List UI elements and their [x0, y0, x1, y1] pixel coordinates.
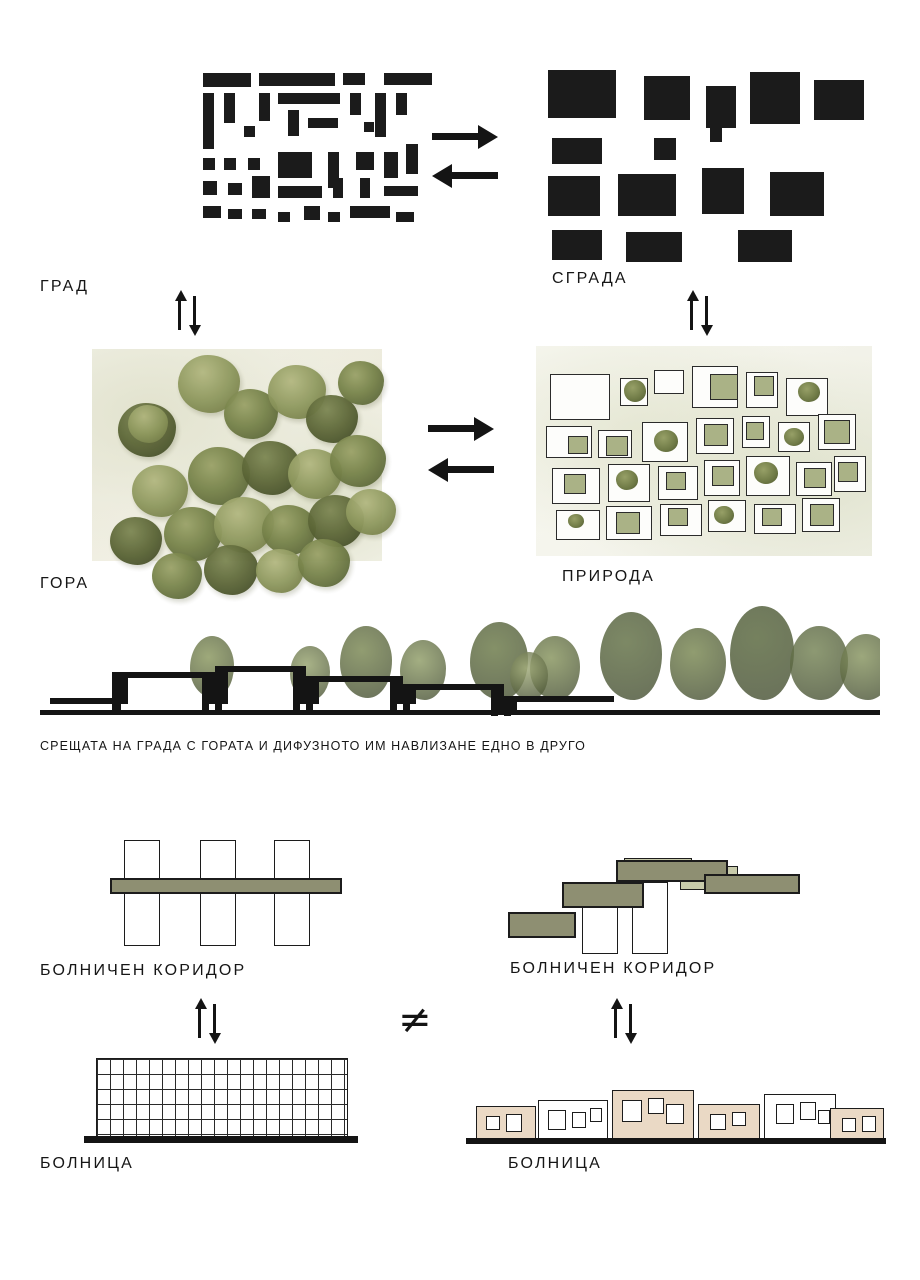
- hospital-ground-line: [84, 1136, 358, 1143]
- nature-green-patch: [568, 436, 588, 454]
- facade-window: [800, 1102, 816, 1120]
- city-block: [248, 158, 260, 170]
- section-step: [50, 698, 112, 704]
- background-tree: [730, 606, 794, 700]
- nature-green-patch: [824, 420, 850, 444]
- building-volume: [750, 72, 800, 124]
- section-step: [517, 696, 614, 702]
- city-block: [259, 73, 335, 86]
- corridor-slab: [110, 878, 342, 894]
- background-tree: [840, 634, 880, 700]
- nature-canopy: [624, 380, 646, 402]
- building-volumes-plan: [548, 70, 868, 266]
- building-volume: [552, 138, 602, 164]
- nature-green-patch: [754, 376, 774, 396]
- city-block-plan: [128, 66, 348, 266]
- hospital-volume: [698, 1104, 760, 1140]
- city-block: [228, 183, 242, 195]
- city-block: [396, 93, 407, 115]
- arrow-up-down-icon-right: [612, 1004, 638, 1038]
- section-riser: [504, 696, 511, 716]
- city-block: [252, 209, 266, 219]
- nature-green-patch: [564, 474, 586, 494]
- city-block: [259, 93, 270, 121]
- label-building: СГРАДА: [552, 270, 628, 287]
- facade-window: [548, 1110, 566, 1130]
- tree-canopy: [338, 361, 384, 405]
- city-block: [228, 209, 242, 219]
- background-tree: [340, 626, 392, 698]
- tree-canopy: [256, 549, 304, 593]
- city-block: [350, 93, 361, 115]
- building-volume: [770, 172, 824, 216]
- city-block: [203, 181, 217, 195]
- arrow-up-down-icon-city: [176, 296, 202, 330]
- nature-plot-box: [654, 370, 684, 394]
- tree-canopy: [298, 539, 350, 587]
- tree-canopy: [204, 545, 258, 595]
- nature-green-patch: [746, 422, 764, 440]
- building-volume: [702, 168, 744, 214]
- label-city: ГРАД: [40, 278, 90, 295]
- building-volume: [644, 76, 690, 120]
- building-volume: [738, 230, 792, 262]
- tree-canopy: [128, 405, 168, 443]
- facade-window: [732, 1112, 746, 1126]
- city-block: [288, 110, 299, 136]
- city-block: [224, 158, 236, 170]
- city-block: [328, 212, 340, 222]
- building-volume: [548, 176, 600, 216]
- not-equal-icon: ≠: [398, 997, 432, 1043]
- section-step: [128, 672, 203, 678]
- nature-green-patch: [838, 462, 858, 482]
- city-block: [252, 176, 270, 198]
- facade-window: [486, 1116, 500, 1130]
- nature-green-patch: [616, 512, 640, 534]
- nature-green-patch: [666, 472, 686, 490]
- city-block: [356, 152, 374, 170]
- facade-window: [572, 1112, 586, 1128]
- city-block: [203, 158, 215, 170]
- section-caption: СРЕЩАТА НА ГРАДА С ГОРАТА И ДИФУЗНОТО ИМ НАВЛИЗАНЕ ЕДНО В ДРУГО: [40, 739, 586, 753]
- city-block: [224, 93, 235, 123]
- facade-window: [710, 1114, 726, 1130]
- city-block: [375, 93, 386, 137]
- city-block: [396, 212, 414, 222]
- city-block: [384, 152, 398, 178]
- arrow-up-down-icon-left: [196, 1004, 222, 1038]
- nature-green-patch: [668, 508, 688, 526]
- tree-canopy: [346, 489, 396, 535]
- corridor-step: [704, 874, 800, 894]
- hospital-slab-facade: [96, 1058, 348, 1138]
- city-block: [304, 206, 320, 220]
- nature-canopy: [754, 462, 778, 484]
- facade-window: [776, 1104, 794, 1124]
- nature-canopy: [784, 428, 804, 446]
- nature-canopy: [798, 382, 820, 402]
- section-riser: [403, 684, 410, 710]
- city-block: [384, 73, 432, 85]
- section-riser: [306, 676, 313, 710]
- city-block: [278, 152, 312, 178]
- label-hospital-right: БОЛНИЦА: [508, 1155, 603, 1172]
- background-tree: [600, 612, 662, 700]
- nature-plot-box: [550, 374, 610, 420]
- city-block: [278, 186, 322, 198]
- section-riser: [390, 676, 397, 710]
- nature-green-patch: [762, 508, 782, 526]
- facade-window: [622, 1100, 642, 1122]
- section-step: [416, 684, 491, 690]
- building-volume: [618, 174, 676, 216]
- section-step: [228, 666, 293, 672]
- label-forest: ГОРА: [40, 575, 90, 592]
- facade-window: [862, 1116, 876, 1132]
- ground-line: [40, 710, 880, 715]
- city-block: [244, 126, 255, 137]
- city-block: [384, 186, 418, 196]
- hospital-ground-line: [466, 1138, 886, 1144]
- city-block: [203, 206, 221, 218]
- label-corridor-left: БОЛНИЧЕН КОРИДОР: [40, 962, 247, 979]
- nature-green-patch: [804, 468, 826, 488]
- section-riser: [215, 666, 222, 710]
- flat-corridor-diagram: [110, 840, 350, 950]
- nature-green-patch: [704, 424, 728, 446]
- background-tree: [670, 628, 726, 700]
- label-hospital-left: БОЛНИЦА: [40, 1155, 135, 1172]
- city-block: [350, 206, 390, 218]
- tree-canopy: [330, 435, 386, 487]
- section-riser: [112, 672, 121, 710]
- arrow-up-down-icon-building: [688, 296, 714, 330]
- section-step: [319, 676, 390, 682]
- city-block: [203, 93, 214, 149]
- corridor-step: [508, 912, 576, 938]
- nature-grid-plan: [546, 356, 868, 548]
- background-tree: [510, 652, 548, 700]
- building-volume: [548, 70, 616, 118]
- tree-canopy: [152, 553, 202, 599]
- nature-green-patch: [606, 436, 628, 456]
- section-riser: [491, 684, 498, 716]
- nature-canopy: [714, 506, 734, 524]
- city-block: [406, 144, 418, 174]
- city-block: [364, 122, 374, 132]
- nature-canopy: [616, 470, 638, 490]
- building-volume: [814, 80, 864, 120]
- city-block: [333, 178, 343, 198]
- facade-window: [818, 1110, 830, 1124]
- building-volume: [706, 86, 736, 128]
- city-block: [203, 73, 251, 87]
- facade-window: [506, 1114, 522, 1132]
- nature-canopy: [654, 430, 678, 452]
- stepped-corridor-diagram: [508, 838, 818, 958]
- corridor-step: [562, 882, 644, 908]
- building-volume: [654, 138, 676, 160]
- nature-green-patch: [712, 466, 734, 486]
- nature-canopy: [568, 514, 584, 528]
- slab-hospital-elevation: [96, 1058, 370, 1150]
- city-block: [278, 93, 340, 104]
- facade-window: [666, 1104, 684, 1124]
- building-volume: [710, 128, 722, 142]
- city-block: [308, 118, 338, 128]
- city-block: [343, 73, 365, 85]
- fragmented-hospital-elevation: [466, 1082, 886, 1150]
- facade-window: [842, 1118, 856, 1132]
- city-block: [360, 178, 370, 198]
- label-nature: ПРИРОДА: [562, 568, 655, 585]
- nature-green-patch: [710, 374, 738, 400]
- section-riser: [293, 666, 300, 710]
- nature-green-patch: [810, 504, 834, 526]
- building-volume: [552, 230, 602, 260]
- building-volume: [626, 232, 682, 262]
- tree-canopy: [110, 517, 162, 565]
- city-forest-section: [40, 600, 880, 725]
- forest-canopy-plan: [92, 349, 382, 561]
- facade-window: [590, 1108, 602, 1122]
- city-block: [278, 212, 290, 222]
- facade-window: [648, 1098, 664, 1114]
- section-riser: [202, 672, 209, 710]
- label-corridor-right: БОЛНИЧЕН КОРИДОР: [510, 960, 717, 977]
